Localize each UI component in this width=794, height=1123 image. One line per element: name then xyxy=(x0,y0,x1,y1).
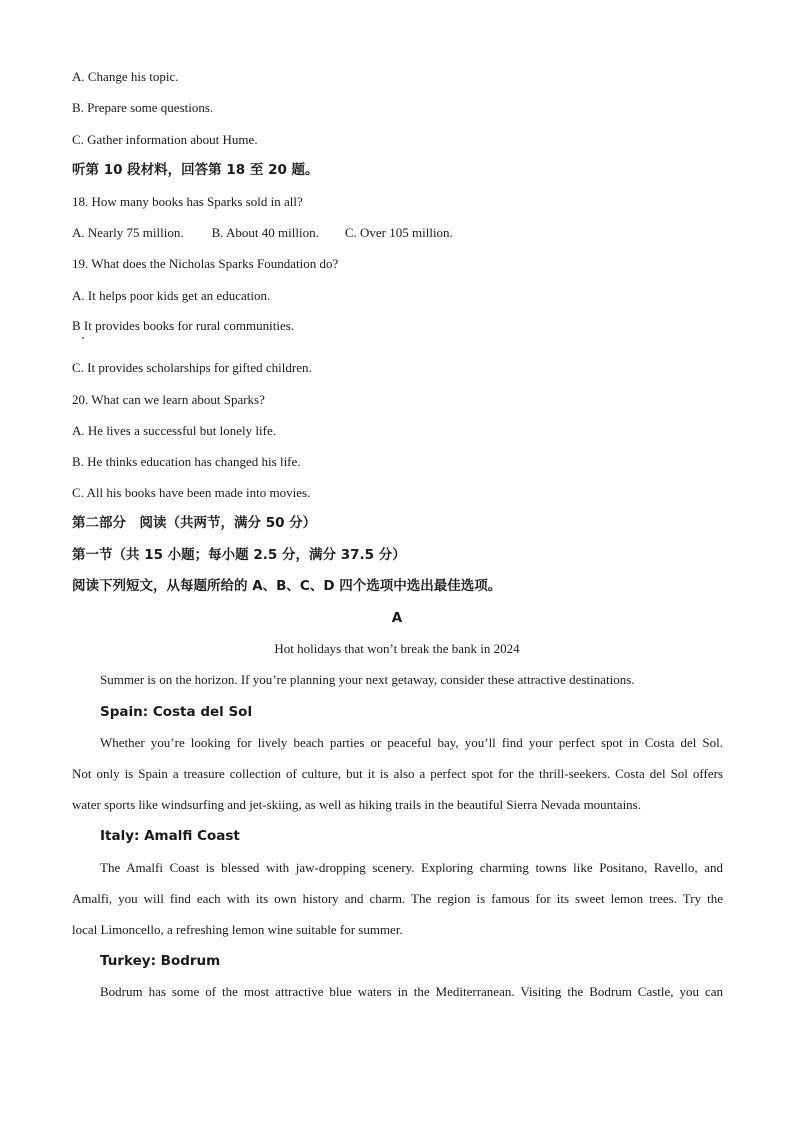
italy-heading: Italy: Amalfi Coast xyxy=(100,828,240,844)
q19-stem: 19. What does the Nicholas Sparks Foundation do? xyxy=(72,256,339,271)
passage-label: A xyxy=(391,610,403,626)
italy-line: The Amalfi Coast is blessed with jaw-dropping scenery. Exploring charming towns like Positano, Ravello, and xyxy=(100,860,723,875)
q20-option-c: C. All his books have been made into movies. xyxy=(72,485,311,500)
q18-option-a: A. Nearly 75 million. xyxy=(72,225,184,240)
q19-option-c: C. It provides scholarships for gifted children. xyxy=(72,360,312,375)
q20-stem: 20. What can we learn about Sparks? xyxy=(72,392,265,407)
spain-line: water sports like windsurfing and jet-skiing, as well as hiking trails in the beautiful Sierra Nevada mountains. xyxy=(72,797,641,812)
q19-option-a: A. It helps poor kids get an education. xyxy=(72,288,271,303)
q17-option-a: A. Change his topic. xyxy=(72,69,179,84)
spain-line: Not only is Spain a treasure collection of culture, but it is also a perfect spot for the thrill-seekers. Costa del Sol offers xyxy=(72,766,723,781)
spain-line: Whether you’re looking for lively beach parties or peaceful bay, you’ll find your perfect spot in Costa del Sol. xyxy=(100,735,723,750)
turkey-heading: Turkey: Bodrum xyxy=(100,953,221,969)
part-two-heading: 第二部分 阅读（共两节，满分 50 分） xyxy=(72,515,317,531)
italy-line: Amalfi, you will find each with its own history and charm. The region is famous for its sweet lemon trees. Try the xyxy=(72,891,723,906)
turkey-line: Bodrum has some of the most attractive blue waters in the Mediterranean. Visiting the Bodrum Castle, you can xyxy=(100,984,723,999)
reading-instruction: 阅读下列短文，从每题所给的 A、B、C、D 四个选项中选出最佳选项。 xyxy=(72,578,502,594)
q17-option-c: C. Gather information about Hume. xyxy=(72,132,258,147)
spain-heading: Spain: Costa del Sol xyxy=(100,704,253,720)
italy-line: local Limoncello, a refreshing lemon wine suitable for summer. xyxy=(72,922,403,937)
q19-option-b: B It provides books for rural communities. xyxy=(72,318,295,333)
passage-title: Hot holidays that won’t break the bank in 2024 xyxy=(274,641,520,656)
q20-option-b: B. He thinks education has changed his life. xyxy=(72,454,301,469)
stray-dot xyxy=(82,337,84,339)
q18-options xyxy=(72,225,453,241)
section10-heading: 听第 10 段材料，回答第 18 至 20 题。 xyxy=(72,162,319,178)
q20-option-a: A. He lives a successful but lonely life. xyxy=(72,423,276,438)
q18-option-b: B. About 40 million. xyxy=(211,225,319,240)
q18-stem: 18. How many books has Sparks sold in all? xyxy=(72,194,303,209)
q18-option-c: C. Over 105 million. xyxy=(344,225,453,240)
intro-paragraph: Summer is on the horizon. If you’re planning your next getaway, consider these attractive destinations. xyxy=(100,672,635,687)
q17-option-b: B. Prepare some questions. xyxy=(72,100,214,115)
section-one-heading: 第一节（共 15 小题；每小题 2.5 分，满分 37.5 分） xyxy=(72,547,406,563)
